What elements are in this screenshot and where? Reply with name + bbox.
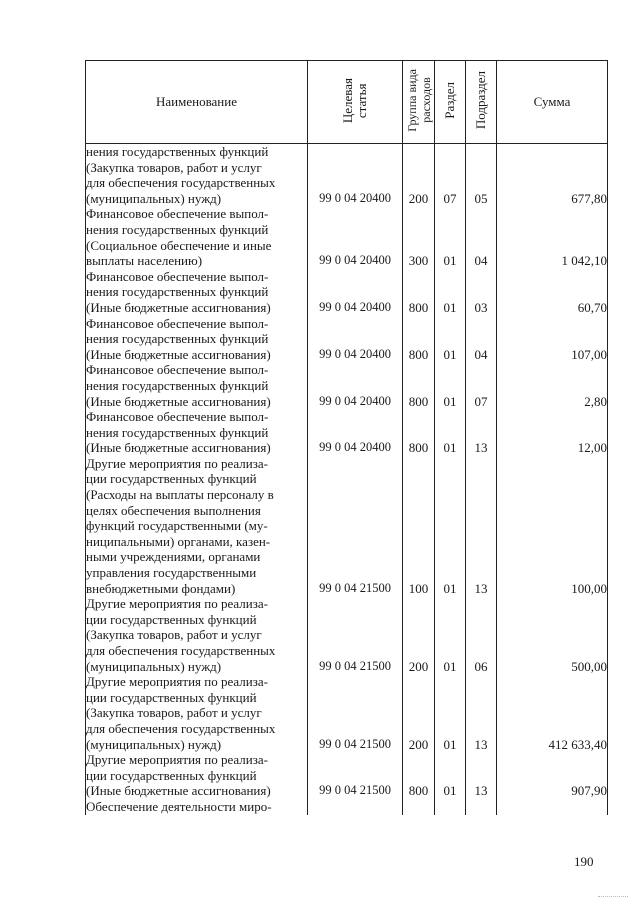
- row-expense-group-cell: 800: [403, 362, 435, 409]
- row-subsection-cell: [466, 799, 497, 815]
- page-number: 190: [574, 854, 594, 869]
- header-section: [435, 61, 466, 144]
- header-subsection: [466, 61, 497, 144]
- table-row: [86, 144, 608, 207]
- row-target-article-cell: 99 0 04 21500: [308, 752, 403, 799]
- row-name-cell: Финансовое обеспечение выпол- нения государственных функций (Иные бюджетные ассигнования): [86, 362, 308, 409]
- row-sum-cell: 100,00: [497, 456, 608, 596]
- scan-artifact-mark: [598, 896, 628, 897]
- row-target-article-cell: 99 0 04 20400: [308, 316, 403, 363]
- table-row: [86, 799, 608, 815]
- row-target-article-cell: 99 0 04 20400: [308, 206, 403, 268]
- row-sum-cell: [497, 799, 608, 815]
- header-target-article-label: Целевая статья: [340, 77, 369, 123]
- table-body: [86, 144, 608, 815]
- row-sum-cell: 12,00: [497, 409, 608, 456]
- row-name-cell: Обеспечение деятельности миро-: [86, 799, 308, 815]
- row-subsection-cell: 04: [466, 316, 497, 363]
- table-row: [86, 362, 608, 409]
- row-section-cell: 01: [435, 206, 466, 268]
- header-section-label: Раздел: [442, 81, 457, 119]
- row-section-cell: 01: [435, 316, 466, 363]
- header-target-article: [308, 61, 403, 144]
- row-expense-group-cell: 800: [403, 409, 435, 456]
- row-expense-group-cell: 200: [403, 596, 435, 674]
- row-name-cell: Финансовое обеспечение выпол- нения государственных функций (Иные бюджетные ассигнования): [86, 316, 308, 363]
- table-row: [86, 409, 608, 456]
- row-target-article-cell: 99 0 04 21500: [308, 596, 403, 674]
- row-section-cell: 07: [435, 144, 466, 207]
- row-expense-group-cell: 800: [403, 269, 435, 316]
- row-target-article-cell: 99 0 04 20400: [308, 144, 403, 207]
- row-target-article-cell: 99 0 04 20400: [308, 362, 403, 409]
- header-name: Наименование: [86, 61, 308, 144]
- row-section-cell: 01: [435, 409, 466, 456]
- row-expense-group-cell: 800: [403, 752, 435, 799]
- row-subsection-cell: 06: [466, 596, 497, 674]
- table-row: [86, 596, 608, 674]
- header-sum: Сумма: [497, 61, 608, 144]
- row-name-cell: Финансовое обеспечение выпол- нения государственных функций (Иные бюджетные ассигнования): [86, 269, 308, 316]
- row-sum-cell: 2,80: [497, 362, 608, 409]
- row-name-cell: Другие мероприятия по реализа- ции государственных функций (Расходы на выплаты персоналу в целях обеспечения выполнения функций государственными (му- ниципальными) органами, казен- ными учреждениями, органами управления государственными внебюджетными фондами): [86, 456, 308, 596]
- row-section-cell: 01: [435, 596, 466, 674]
- row-name-cell: нения государственных функций (Закупка товаров, работ и услуг для обеспечения государственных (муниципальных) нужд): [86, 144, 308, 207]
- row-name-cell: Другие мероприятия по реализа- ции государственных функций (Иные бюджетные ассигнования): [86, 752, 308, 799]
- table-row: [86, 674, 608, 752]
- row-section-cell: 01: [435, 269, 466, 316]
- row-target-article-cell: 99 0 04 21500: [308, 456, 403, 596]
- row-target-article-cell: 99 0 04 21500: [308, 674, 403, 752]
- row-subsection-cell: 13: [466, 752, 497, 799]
- row-subsection-cell: 13: [466, 456, 497, 596]
- row-section-cell: 01: [435, 752, 466, 799]
- table-row: [86, 206, 608, 268]
- row-subsection-cell: 03: [466, 269, 497, 316]
- row-name-cell: Другие мероприятия по реализа- ции государственных функций (Закупка товаров, работ и услуг для обеспечения государственных (муниципальных) нужд): [86, 674, 308, 752]
- row-subsection-cell: 13: [466, 409, 497, 456]
- row-sum-cell: 1 042,10: [497, 206, 608, 268]
- row-sum-cell: 412 633,40: [497, 674, 608, 752]
- row-sum-cell: 907,90: [497, 752, 608, 799]
- row-expense-group-cell: [403, 799, 435, 815]
- header-subsection-label: Подраздел: [473, 71, 488, 130]
- row-subsection-cell: 13: [466, 674, 497, 752]
- row-section-cell: [435, 799, 466, 815]
- row-expense-group-cell: 800: [403, 316, 435, 363]
- table-row: [86, 316, 608, 363]
- row-name-cell: Финансовое обеспечение выпол- нения государственных функций (Иные бюджетные ассигнования): [86, 409, 308, 456]
- row-section-cell: 01: [435, 362, 466, 409]
- row-sum-cell: 500,00: [497, 596, 608, 674]
- row-target-article-cell: [308, 799, 403, 815]
- row-expense-group-cell: 200: [403, 674, 435, 752]
- row-sum-cell: 107,00: [497, 316, 608, 363]
- table-row: [86, 269, 608, 316]
- row-name-cell: Финансовое обеспечение выпол- нения государственных функций (Социальное обеспечение и иные выплаты населению): [86, 206, 308, 268]
- row-sum-cell: 677,80: [497, 144, 608, 207]
- row-name-cell: Другие мероприятия по реализа- ции государственных функций (Закупка товаров, работ и услуг для обеспечения государственных (муниципальных) нужд): [86, 596, 308, 674]
- row-subsection-cell: 07: [466, 362, 497, 409]
- row-subsection-cell: 05: [466, 144, 497, 207]
- row-expense-group-cell: 200: [403, 144, 435, 207]
- row-expense-group-cell: 100: [403, 456, 435, 596]
- budget-table: [85, 60, 608, 815]
- table-header-row: [86, 61, 608, 144]
- header-expense-group: [403, 61, 435, 144]
- row-sum-cell: 60,70: [497, 269, 608, 316]
- row-section-cell: 01: [435, 674, 466, 752]
- row-expense-group-cell: 300: [403, 206, 435, 268]
- row-target-article-cell: 99 0 04 20400: [308, 269, 403, 316]
- row-target-article-cell: 99 0 04 20400: [308, 409, 403, 456]
- table-row: [86, 456, 608, 596]
- row-subsection-cell: 04: [466, 206, 497, 268]
- header-expense-group-label: Группа вида расходов: [404, 68, 433, 132]
- table-row: [86, 752, 608, 799]
- row-section-cell: 01: [435, 456, 466, 596]
